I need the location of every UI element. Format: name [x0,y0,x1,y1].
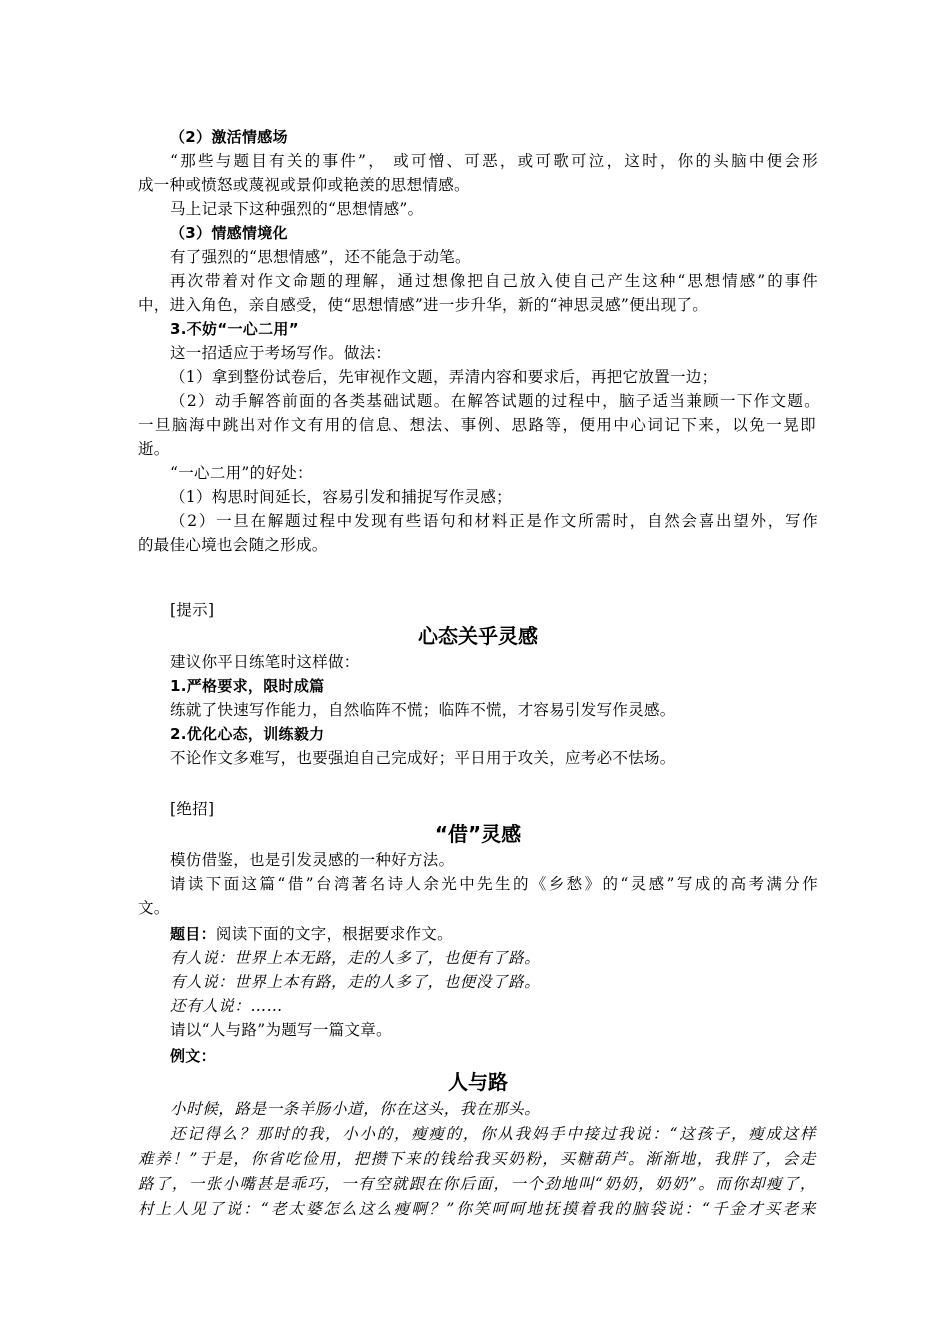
essay-line: 路了，一张小嘴甚是乖巧，一有空就跟在你后面，一个劲地叫“奶奶，奶奶”。而你却瘦了， [138,1175,816,1193]
prompt-text: 阅读下面的文字，根据要求作文。 [215,925,453,943]
essay-line: 难养！”于是，你省吃俭用，把攒下来的钱给我买奶粉，买糖葫芦。渐渐地，我胖了，会走 [138,1150,816,1168]
essay-line: 还记得么？那时的我，小小的，瘦瘦的，你从我妈手中接过我说：“这孩子，瘦成这样 [170,1125,816,1143]
paragraph-line: 文。 [138,899,170,917]
subheading: 3.不妨“一心二用” [170,320,299,338]
paragraph-line: 有了强烈的“思想情感”，还不能急于动笔。 [170,248,471,266]
section-tag: [提示] [170,601,215,619]
paragraph-line: 请读下面这篇“借”台湾著名诗人余光中先生的《乡愁》的“灵感”写成的高考满分作 [170,875,818,893]
prompt-label: 题目： [170,925,216,943]
paragraph-line: 的最佳心境也会随之形成。 [138,536,328,554]
paragraph-line: 中，进入角色，亲自感受，使“思想情感”进一步升华，新的“神思灵感”便出现了。 [138,296,709,314]
essay-line: 村上人见了说：“老太婆怎么这么瘦啊？”你笑呵呵地抚摸着我的脑袋说：“千金才买老来 [138,1200,816,1218]
paragraph-line: 请以“人与路”为题写一篇文章。 [170,1021,392,1039]
paragraph-line: 不论作文多难写，也要强迫自己完成好；平日用于攻关，应考必不怯场。 [170,749,676,767]
paragraph-line: （2）动手解答前面的各类基础试题。在解答试题的过程中，脑子适当兼顾一下作文题。 [170,392,820,410]
paragraph-line: 成一种或愤怒或蔑视或景仰或艳羡的思想情感。 [138,176,470,194]
section-tag: [绝招] [170,800,215,818]
subheading: （3）情感情境化 [170,224,288,242]
section-title: “借”灵感 [434,822,522,846]
essay-title: 人与路 [448,1070,508,1094]
paragraph-line: 马上记录下这种强烈的“思想情感”。 [170,200,424,218]
paragraph-line: 模仿借鉴，也是引发灵感的一种好方法。 [170,851,455,869]
subheading: （2）激活情感场 [170,128,288,146]
quote-line: 有人说：世界上本有路，走的人多了，也便没了路。 [170,973,541,991]
paragraph-line: （2）一旦在解题过程中发现有些语句和材料正是作文所需时，自然会喜出望外，写作 [170,512,818,530]
section-title: 心态关乎灵感 [418,624,538,648]
paragraph-line: “一心二用”的好处： [170,464,313,482]
paragraph-line: （1）构思时间延长，容易引发和捕捉写作灵感； [170,488,512,506]
quote-line: 还有人说：…… [170,997,283,1015]
essay-line: 小时候，路是一条羊肠小道，你在这头，我在那头。 [170,1100,541,1118]
quote-line: 有人说：世界上本无路，走的人多了，也便有了路。 [170,949,541,967]
prompt-line [170,922,820,946]
paragraph-line: 练就了快速写作能力，自然临阵不慌；临阵不慌，才容易引发写作灵感。 [170,701,676,719]
paragraph-line: （1）拿到整份试卷后，先审视作文题，弄清内容和要求后，再把它放置一边； [170,368,718,386]
paragraph-line: 这一招适应于考场写作。做法： [170,344,392,362]
paragraph-line: “那些与题目有关的事件”， 或可憎、可恶，或可歌可泣，这时，你的头脑中便会形 [170,152,818,170]
paragraph-line: 建议你平日练笔时这样做： [170,653,360,671]
subheading: 例文： [170,1047,216,1065]
paragraph-line: 逝。 [138,440,170,458]
subheading: 1.严格要求，限时成篇 [170,677,325,695]
paragraph-line: 再次带着对作文命题的理解，通过想像把自己放入使自己产生这种“思想情感”的事件 [170,272,818,290]
paragraph-line: 一旦脑海中跳出对作文有用的信息、想法、事例、思路等，便用中心词记下来，以免一晃即 [138,416,816,434]
subheading: 2.优化心态，训练毅力 [170,725,325,743]
